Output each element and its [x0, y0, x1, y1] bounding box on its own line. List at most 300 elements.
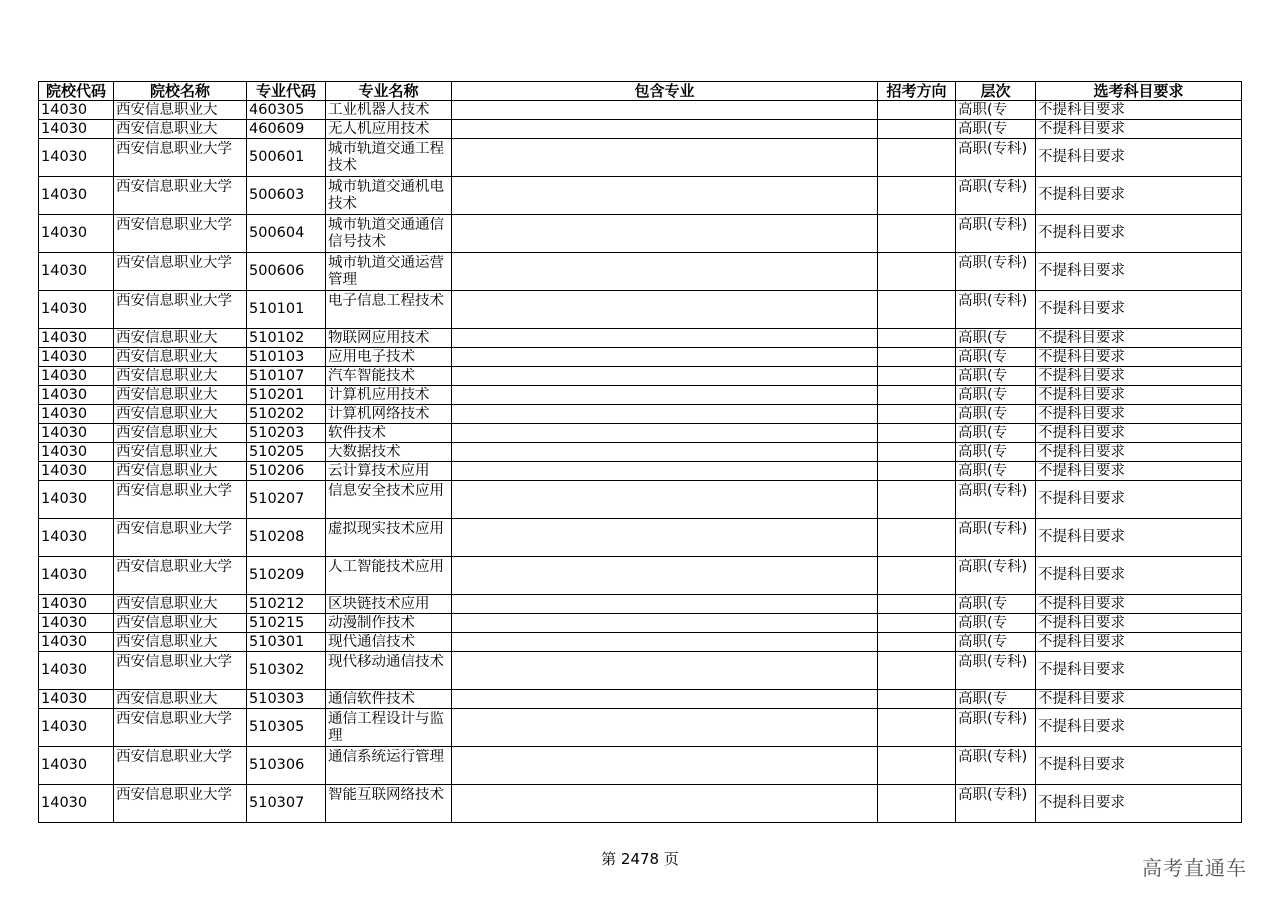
- cell-included-majors: [452, 348, 878, 367]
- cell-level-text: 高职(专科): [958, 178, 1028, 195]
- cell-direction: [878, 481, 956, 519]
- cell-direction-text: [880, 444, 953, 461]
- cell-major-code: [247, 405, 326, 424]
- cell-major-code: [247, 101, 326, 120]
- cell-major-name-text: 现代移动通信技术: [328, 653, 444, 670]
- cell-level-text: 高职(专科): [958, 482, 1028, 499]
- cell-major-code-text: 510215: [249, 614, 305, 631]
- cell-major-code: [247, 557, 326, 595]
- cell-major-code-text: 460305: [249, 101, 305, 118]
- cell-direction: [878, 690, 956, 709]
- cell-level-text: 高职(专科): [958, 216, 1028, 233]
- cell-level-text: 高职(专科): [958, 710, 1028, 727]
- cell-included-majors: [452, 291, 878, 329]
- cell-school-code: [39, 101, 114, 120]
- cell-school-name: [114, 215, 247, 253]
- cell-level-text: 高职(专科): [958, 653, 1028, 670]
- cell-level-text: 高职(专: [958, 101, 1008, 118]
- cell-school-name-text: 西安信息职业大学: [116, 558, 232, 575]
- cell-school-code: [39, 424, 114, 443]
- cell-major-code-text: 510101: [249, 301, 305, 317]
- cell-included-majors: [452, 405, 878, 424]
- cell-school-name-text: 西安信息职业大学: [116, 786, 232, 803]
- cell-school-code: [39, 652, 114, 690]
- table-row: [39, 177, 1242, 215]
- cell-subject-req-text: 不提科目要求: [1038, 719, 1125, 735]
- cell-school-name-text: 西安信息职业大: [116, 443, 218, 460]
- cell-school-code-text: 14030: [41, 367, 88, 384]
- cell-school-name-text: 西安信息职业大: [116, 405, 218, 422]
- cell-included-majors-text: [454, 387, 875, 404]
- cell-school-name-text: 西安信息职业大学: [116, 748, 232, 765]
- cell-school-code-text: 14030: [41, 301, 88, 317]
- cell-school-code-text: 14030: [41, 120, 88, 137]
- cell-school-code-text: 14030: [41, 225, 88, 241]
- cell-direction-text: [880, 121, 953, 138]
- cell-level: [956, 785, 1036, 823]
- table-row: [39, 747, 1242, 785]
- cell-school-name: [114, 386, 247, 405]
- cell-major-name: [326, 652, 452, 690]
- cell-direction-text: [880, 596, 953, 613]
- cell-major-name-text: 信息安全技术应用: [328, 482, 444, 499]
- cell-school-name-text: 西安信息职业大: [116, 595, 218, 612]
- header-direction: 招考方向: [878, 82, 956, 101]
- table-row: [39, 367, 1242, 386]
- cell-major-name: [326, 747, 452, 785]
- cell-subject-req-text: 不提科目要求: [1038, 567, 1125, 583]
- cell-included-majors: [452, 215, 878, 253]
- cell-major-code-text: 460609: [249, 120, 305, 137]
- cell-school-name: [114, 595, 247, 614]
- cell-major-name-text: 计算机应用技术: [328, 386, 430, 403]
- cell-subject-req-text: 不提科目要求: [1038, 367, 1125, 384]
- cell-school-code: [39, 348, 114, 367]
- cell-school-name-text: 西安信息职业大学: [116, 216, 232, 233]
- cell-level: [956, 652, 1036, 690]
- cell-direction-text: [880, 349, 953, 366]
- cell-major-name: [326, 614, 452, 633]
- header-level: 层次: [956, 82, 1036, 101]
- cell-included-majors: [452, 120, 878, 139]
- cell-direction: [878, 633, 956, 652]
- table-body: [39, 101, 1242, 823]
- cell-level-text: 高职(专科): [958, 748, 1028, 765]
- header-included-majors: 包含专业: [452, 82, 878, 101]
- cell-included-majors-text: [454, 406, 875, 423]
- cell-school-name-text: 西安信息职业大: [116, 424, 218, 441]
- cell-level-text: 高职(专: [958, 443, 1008, 460]
- table-row: [39, 614, 1242, 633]
- cell-major-name-text: 通信软件技术: [328, 690, 415, 707]
- cell-subject-req: [1036, 633, 1242, 652]
- table-row: [39, 633, 1242, 652]
- cell-school-name: [114, 747, 247, 785]
- cell-subject-req: [1036, 348, 1242, 367]
- cell-major-name: [326, 329, 452, 348]
- cell-major-name: [326, 367, 452, 386]
- cell-school-code: [39, 443, 114, 462]
- cell-subject-req-text: 不提科目要求: [1038, 690, 1125, 707]
- cell-school-name: [114, 557, 247, 595]
- cell-direction: [878, 519, 956, 557]
- cell-major-name-text: 区块链技术应用: [328, 595, 430, 612]
- table-row: [39, 291, 1242, 329]
- cell-school-code-text: 14030: [41, 529, 88, 545]
- cell-major-name-text: 工业机器人技术: [328, 101, 430, 118]
- cell-level-text: 高职(专科): [958, 292, 1028, 309]
- cell-level: [956, 481, 1036, 519]
- cell-included-majors: [452, 367, 878, 386]
- cell-subject-req-text: 不提科目要求: [1038, 757, 1125, 773]
- cell-major-code-text: 510303: [249, 690, 305, 707]
- cell-level: [956, 367, 1036, 386]
- cell-major-code: [247, 386, 326, 405]
- cell-level: [956, 348, 1036, 367]
- cell-subject-req: [1036, 405, 1242, 424]
- cell-major-name-text: 城市轨道交通通信信号技术: [328, 216, 444, 250]
- cell-included-majors: [452, 614, 878, 633]
- cell-major-code-text: 510202: [249, 405, 305, 422]
- cell-school-name: [114, 519, 247, 557]
- cell-level-text: 高职(专科): [958, 520, 1028, 537]
- cell-major-name-text: 智能互联网络技术: [328, 786, 444, 803]
- cell-major-name-text: 虚拟现实技术应用: [328, 520, 444, 537]
- cell-direction: [878, 120, 956, 139]
- cell-included-majors: [452, 557, 878, 595]
- cell-major-name-text: 通信工程设计与监理: [328, 710, 444, 744]
- cell-school-code-text: 14030: [41, 187, 88, 203]
- cell-school-code: [39, 709, 114, 747]
- cell-subject-req-text: 不提科目要求: [1038, 187, 1125, 203]
- cell-major-code-text: 510305: [249, 719, 305, 735]
- cell-subject-req-text: 不提科目要求: [1038, 329, 1125, 346]
- cell-subject-req: [1036, 215, 1242, 253]
- cell-major-code-text: 510201: [249, 386, 305, 403]
- cell-included-majors: [452, 101, 878, 120]
- cell-level-text: 高职(专: [958, 348, 1008, 365]
- cell-subject-req: [1036, 424, 1242, 443]
- cell-major-code: [247, 481, 326, 519]
- cell-major-name-text: 汽车智能技术: [328, 367, 415, 384]
- cell-school-name-text: 西安信息职业大: [116, 462, 218, 479]
- cell-subject-req-text: 不提科目要求: [1038, 225, 1125, 241]
- cell-school-name-text: 西安信息职业大: [116, 690, 218, 707]
- cell-included-majors: [452, 139, 878, 177]
- cell-subject-req: [1036, 386, 1242, 405]
- cell-school-code-text: 14030: [41, 491, 88, 507]
- cell-school-name: [114, 481, 247, 519]
- cell-major-code: [247, 462, 326, 481]
- cell-subject-req-text: 不提科目要求: [1038, 386, 1125, 403]
- table-row: [39, 690, 1242, 709]
- cell-level: [956, 614, 1036, 633]
- cell-included-majors-text: [454, 444, 875, 461]
- cell-school-code: [39, 557, 114, 595]
- cell-included-majors: [452, 519, 878, 557]
- cell-major-name-text: 通信系统运行管理: [328, 748, 444, 765]
- cell-school-name-text: 西安信息职业大学: [116, 254, 232, 271]
- cell-direction: [878, 405, 956, 424]
- cell-subject-req-text: 不提科目要求: [1038, 263, 1125, 279]
- cell-school-code-text: 14030: [41, 101, 88, 118]
- cell-included-majors: [452, 709, 878, 747]
- cell-level: [956, 101, 1036, 120]
- cell-major-code-text: 510207: [249, 491, 305, 507]
- table-row: [39, 709, 1242, 747]
- cell-subject-req: [1036, 519, 1242, 557]
- cell-major-name: [326, 633, 452, 652]
- cell-subject-req-text: 不提科目要求: [1038, 101, 1125, 118]
- cell-school-name: [114, 709, 247, 747]
- cell-school-code-text: 14030: [41, 329, 88, 346]
- cell-level-text: 高职(专科): [958, 786, 1028, 803]
- cell-major-name: [326, 595, 452, 614]
- cell-subject-req-text: 不提科目要求: [1038, 443, 1125, 460]
- cell-major-code-text: 510307: [249, 795, 305, 811]
- cell-level: [956, 215, 1036, 253]
- cell-level: [956, 291, 1036, 329]
- cell-major-name: [326, 386, 452, 405]
- cell-school-code: [39, 633, 114, 652]
- cell-major-code-text: 510208: [249, 529, 305, 545]
- cell-included-majors: [452, 481, 878, 519]
- cell-major-name: [326, 120, 452, 139]
- cell-major-name-text: 电子信息工程技术: [328, 292, 444, 309]
- cell-subject-req: [1036, 690, 1242, 709]
- cell-school-name-text: 西安信息职业大学: [116, 710, 232, 727]
- cell-subject-req-text: 不提科目要求: [1038, 595, 1125, 612]
- cell-subject-req: [1036, 329, 1242, 348]
- cell-major-code-text: 510102: [249, 329, 305, 346]
- page-number: 第 2478 页: [601, 850, 679, 868]
- cell-included-majors: [452, 443, 878, 462]
- cell-level-text: 高职(专: [958, 329, 1008, 346]
- cell-major-code-text: 510206: [249, 462, 305, 479]
- cell-school-code-text: 14030: [41, 567, 88, 583]
- cell-major-name-text: 人工智能技术应用: [328, 558, 444, 575]
- cell-major-code-text: 510302: [249, 662, 305, 678]
- cell-major-code: [247, 443, 326, 462]
- cell-school-name: [114, 652, 247, 690]
- cell-direction: [878, 443, 956, 462]
- cell-school-name: [114, 348, 247, 367]
- cell-major-code: [247, 747, 326, 785]
- cell-major-name: [326, 253, 452, 291]
- cell-level: [956, 519, 1036, 557]
- cell-major-name: [326, 215, 452, 253]
- cell-major-name: [326, 405, 452, 424]
- cell-school-name: [114, 443, 247, 462]
- cell-subject-req-text: 不提科目要求: [1038, 301, 1125, 317]
- cell-direction: [878, 253, 956, 291]
- cell-major-name-text: 计算机网络技术: [328, 405, 430, 422]
- cell-school-code-text: 14030: [41, 633, 88, 650]
- cell-direction-text: [880, 425, 953, 442]
- cell-school-name-text: 西安信息职业大学: [116, 178, 232, 195]
- cell-school-name: [114, 690, 247, 709]
- cell-major-name: [326, 291, 452, 329]
- cell-subject-req: [1036, 481, 1242, 519]
- cell-school-code-text: 14030: [41, 795, 88, 811]
- cell-major-code-text: 510103: [249, 348, 305, 365]
- cell-direction: [878, 139, 956, 177]
- cell-major-code-text: 500604: [249, 225, 305, 241]
- cell-school-code: [39, 215, 114, 253]
- cell-major-name-text: 物联网应用技术: [328, 329, 430, 346]
- cell-school-name-text: 西安信息职业大学: [116, 140, 232, 157]
- cell-school-code-text: 14030: [41, 386, 88, 403]
- table-row: [39, 120, 1242, 139]
- cell-direction-text: [880, 102, 953, 119]
- header-subject-req: 选考科目要求: [1036, 82, 1242, 101]
- cell-level: [956, 177, 1036, 215]
- cell-major-code-text: 500606: [249, 263, 305, 279]
- cell-school-code-text: 14030: [41, 263, 88, 279]
- cell-major-code: [247, 785, 326, 823]
- cell-level: [956, 747, 1036, 785]
- cell-included-majors-text: [454, 596, 875, 613]
- cell-major-name: [326, 348, 452, 367]
- cell-major-code: [247, 291, 326, 329]
- enrollment-table: [38, 81, 1242, 823]
- cell-subject-req-text: 不提科目要求: [1038, 614, 1125, 631]
- cell-major-name-text: 大数据技术: [328, 443, 401, 460]
- table-row: [39, 139, 1242, 177]
- cell-major-name: [326, 481, 452, 519]
- cell-school-name-text: 西安信息职业大: [116, 329, 218, 346]
- cell-included-majors: [452, 652, 878, 690]
- cell-direction: [878, 652, 956, 690]
- cell-school-name-text: 西安信息职业大学: [116, 482, 232, 499]
- cell-school-code-text: 14030: [41, 348, 88, 365]
- cell-school-code: [39, 614, 114, 633]
- cell-direction: [878, 462, 956, 481]
- cell-level: [956, 462, 1036, 481]
- cell-level-text: 高职(专科): [958, 558, 1028, 575]
- cell-direction: [878, 785, 956, 823]
- table-header-row: [39, 82, 1242, 101]
- table-row: [39, 405, 1242, 424]
- cell-school-name-text: 西安信息职业大学: [116, 653, 232, 670]
- cell-major-name: [326, 785, 452, 823]
- cell-subject-req: [1036, 652, 1242, 690]
- table-row: [39, 253, 1242, 291]
- cell-school-code: [39, 481, 114, 519]
- cell-major-code-text: 510209: [249, 567, 305, 583]
- cell-major-code-text: 510301: [249, 633, 305, 650]
- cell-direction: [878, 177, 956, 215]
- cell-included-majors-text: [454, 368, 875, 385]
- cell-school-name: [114, 614, 247, 633]
- cell-school-name-text: 西安信息职业大: [116, 386, 218, 403]
- cell-subject-req-text: 不提科目要求: [1038, 424, 1125, 441]
- cell-subject-req-text: 不提科目要求: [1038, 405, 1125, 422]
- cell-included-majors: [452, 747, 878, 785]
- cell-subject-req: [1036, 747, 1242, 785]
- cell-school-name-text: 西安信息职业大: [116, 614, 218, 631]
- cell-school-code: [39, 519, 114, 557]
- cell-level: [956, 253, 1036, 291]
- cell-direction: [878, 215, 956, 253]
- cell-school-code-text: 14030: [41, 405, 88, 422]
- cell-subject-req: [1036, 557, 1242, 595]
- cell-school-name: [114, 253, 247, 291]
- cell-school-code-text: 14030: [41, 424, 88, 441]
- cell-direction-text: [880, 387, 953, 404]
- cell-included-majors: [452, 595, 878, 614]
- cell-included-majors-text: [454, 691, 875, 708]
- cell-school-code-text: 14030: [41, 462, 88, 479]
- cell-direction-text: [880, 615, 953, 632]
- watermark-logo: 高考直通车: [1142, 856, 1247, 880]
- cell-included-majors-text: [454, 102, 875, 119]
- cell-included-majors: [452, 690, 878, 709]
- cell-school-code-text: 14030: [41, 757, 88, 773]
- cell-major-code-text: 510203: [249, 424, 305, 441]
- cell-major-code-text: 510212: [249, 595, 305, 612]
- cell-major-code: [247, 690, 326, 709]
- cell-direction-text: [880, 463, 953, 480]
- cell-level-text: 高职(专: [958, 405, 1008, 422]
- cell-major-name: [326, 424, 452, 443]
- cell-subject-req: [1036, 614, 1242, 633]
- cell-school-name-text: 西安信息职业大: [116, 348, 218, 365]
- cell-level-text: 高职(专: [958, 614, 1008, 631]
- cell-school-name: [114, 291, 247, 329]
- cell-included-majors-text: [454, 349, 875, 366]
- cell-included-majors-text: [454, 425, 875, 442]
- table-row: [39, 329, 1242, 348]
- cell-included-majors: [452, 785, 878, 823]
- cell-major-name-text: 无人机应用技术: [328, 120, 430, 137]
- cell-major-name: [326, 690, 452, 709]
- table-row: [39, 557, 1242, 595]
- cell-school-name-text: 西安信息职业大学: [116, 292, 232, 309]
- cell-level: [956, 690, 1036, 709]
- cell-major-name-text: 软件技术: [328, 424, 386, 441]
- cell-major-name-text: 城市轨道交通工程技术: [328, 140, 444, 174]
- cell-school-code: [39, 291, 114, 329]
- cell-subject-req: [1036, 139, 1242, 177]
- cell-school-name: [114, 139, 247, 177]
- cell-subject-req: [1036, 253, 1242, 291]
- cell-level: [956, 443, 1036, 462]
- cell-school-code-text: 14030: [41, 595, 88, 612]
- cell-level-text: 高职(专: [958, 633, 1008, 650]
- cell-school-code: [39, 462, 114, 481]
- cell-direction-text: [880, 406, 953, 423]
- cell-school-code-text: 14030: [41, 149, 88, 165]
- cell-subject-req-text: 不提科目要求: [1038, 348, 1125, 365]
- cell-school-name-text: 西安信息职业大: [116, 633, 218, 650]
- cell-level: [956, 709, 1036, 747]
- cell-major-code: [247, 519, 326, 557]
- cell-included-majors-text: [454, 615, 875, 632]
- cell-direction-text: [880, 691, 953, 708]
- cell-included-majors-text: [454, 330, 875, 347]
- cell-direction: [878, 101, 956, 120]
- cell-school-code: [39, 405, 114, 424]
- cell-major-name: [326, 709, 452, 747]
- cell-major-code-text: 500601: [249, 149, 305, 165]
- cell-major-name: [326, 462, 452, 481]
- cell-major-code: [247, 614, 326, 633]
- cell-level: [956, 139, 1036, 177]
- cell-school-code-text: 14030: [41, 719, 88, 735]
- cell-subject-req-text: 不提科目要求: [1038, 149, 1125, 165]
- cell-subject-req: [1036, 443, 1242, 462]
